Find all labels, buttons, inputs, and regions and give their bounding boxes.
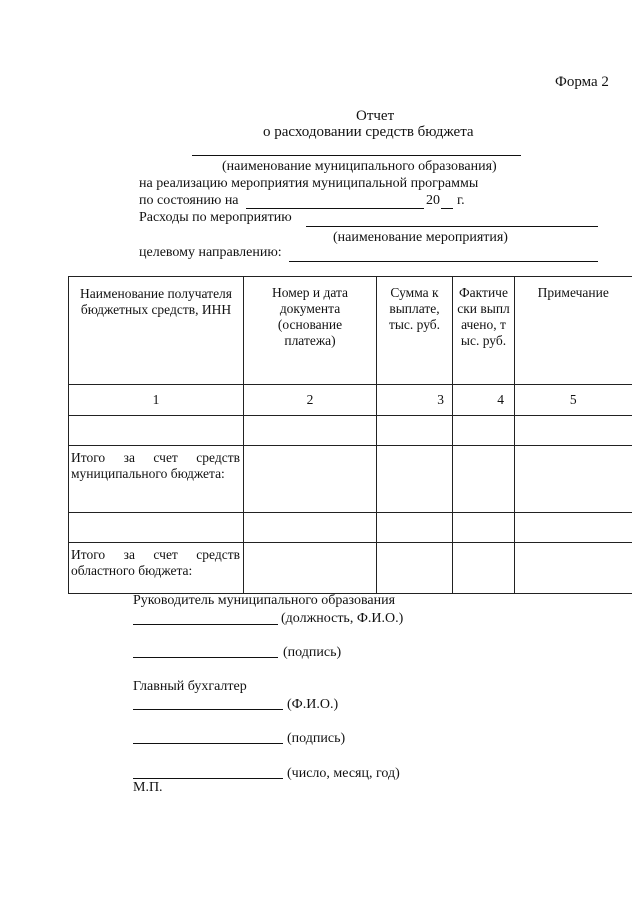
event-line (306, 226, 598, 227)
table-cell (515, 446, 632, 513)
municipality-caption: (наименование муниципального образования) (222, 159, 497, 174)
table-cell (377, 513, 453, 543)
head-sign-caption: (подпись) (283, 645, 342, 660)
date-caption: (число, месяц, год) (287, 766, 400, 781)
table-cell (244, 543, 377, 594)
purpose-line: на реализацию мероприятия муниципальной программы (139, 176, 479, 191)
column-number-1: 1 (69, 385, 244, 416)
head-sign-line (133, 657, 278, 658)
table-cell (377, 543, 453, 594)
event-caption: (наименование мероприятия) (333, 230, 508, 245)
as-of-year-prefix: 20 (426, 193, 440, 208)
header-amount-paid: Фактически выплачено, тыс. руб. (453, 277, 515, 385)
as-of-date-line (246, 208, 424, 209)
table-cell (244, 446, 377, 513)
accountant-title: Главный бухгалтер (133, 679, 247, 694)
as-of-year-suffix: г. (457, 193, 465, 208)
direction-line (289, 261, 598, 262)
header-document: Номер и дата документа (основание платежа) (244, 277, 377, 385)
table-row-total-municipal (69, 446, 632, 513)
head-position-line (133, 624, 278, 625)
head-title: Руководитель муниципального образования (133, 593, 396, 608)
municipality-line (192, 155, 521, 156)
table-cell (377, 446, 453, 513)
accountant-name-caption: (Ф.И.О.) (287, 697, 339, 712)
column-number-4: 4 (453, 385, 515, 416)
head-position-caption: (должность, Ф.И.О.) (281, 611, 404, 626)
table-cell (453, 543, 515, 594)
total-municipal-label: Итого за счет средств муниципального бюджета: (69, 446, 244, 513)
table-cell (377, 416, 453, 446)
date-line (133, 778, 283, 779)
table-cell (244, 513, 377, 543)
total-regional-label: Итого за счет средств областного бюджета: (69, 543, 244, 594)
table-row (69, 416, 632, 446)
accountant-sign-line (133, 743, 283, 744)
report-title: Отчет (356, 108, 395, 124)
table-number-row (69, 385, 632, 416)
as-of-label: по состоянию на (139, 193, 239, 208)
table-row-total-regional (69, 543, 632, 594)
table-header-row (69, 277, 632, 385)
table-cell (515, 513, 632, 543)
event-label: Расходы по мероприятию (139, 210, 292, 225)
column-number-5: 5 (515, 385, 632, 416)
header-recipient: Наименование получателя бюджетных средств, ИНН (69, 277, 244, 385)
accountant-name-line (133, 709, 283, 710)
report-subtitle: о расходовании средств бюджета (263, 124, 474, 140)
table-cell (515, 416, 632, 446)
table-cell (244, 416, 377, 446)
table-cell (453, 446, 515, 513)
table-cell (515, 543, 632, 594)
table-row (69, 513, 632, 543)
form-label: Форма 2 (555, 74, 609, 90)
direction-label: целевому направлению: (139, 245, 282, 260)
header-amount-due: Сумма к выплате, тыс. руб. (377, 277, 453, 385)
stamp-label: М.П. (133, 780, 163, 795)
accountant-sign-caption: (подпись) (287, 731, 346, 746)
table-cell (69, 416, 244, 446)
table-cell (453, 513, 515, 543)
table-cell (69, 513, 244, 543)
column-number-3: 3 (377, 385, 453, 416)
as-of-year-line (441, 208, 453, 209)
header-note: Примечание (515, 277, 632, 385)
column-number-2: 2 (244, 385, 377, 416)
table-cell (453, 416, 515, 446)
expense-table (68, 276, 632, 594)
